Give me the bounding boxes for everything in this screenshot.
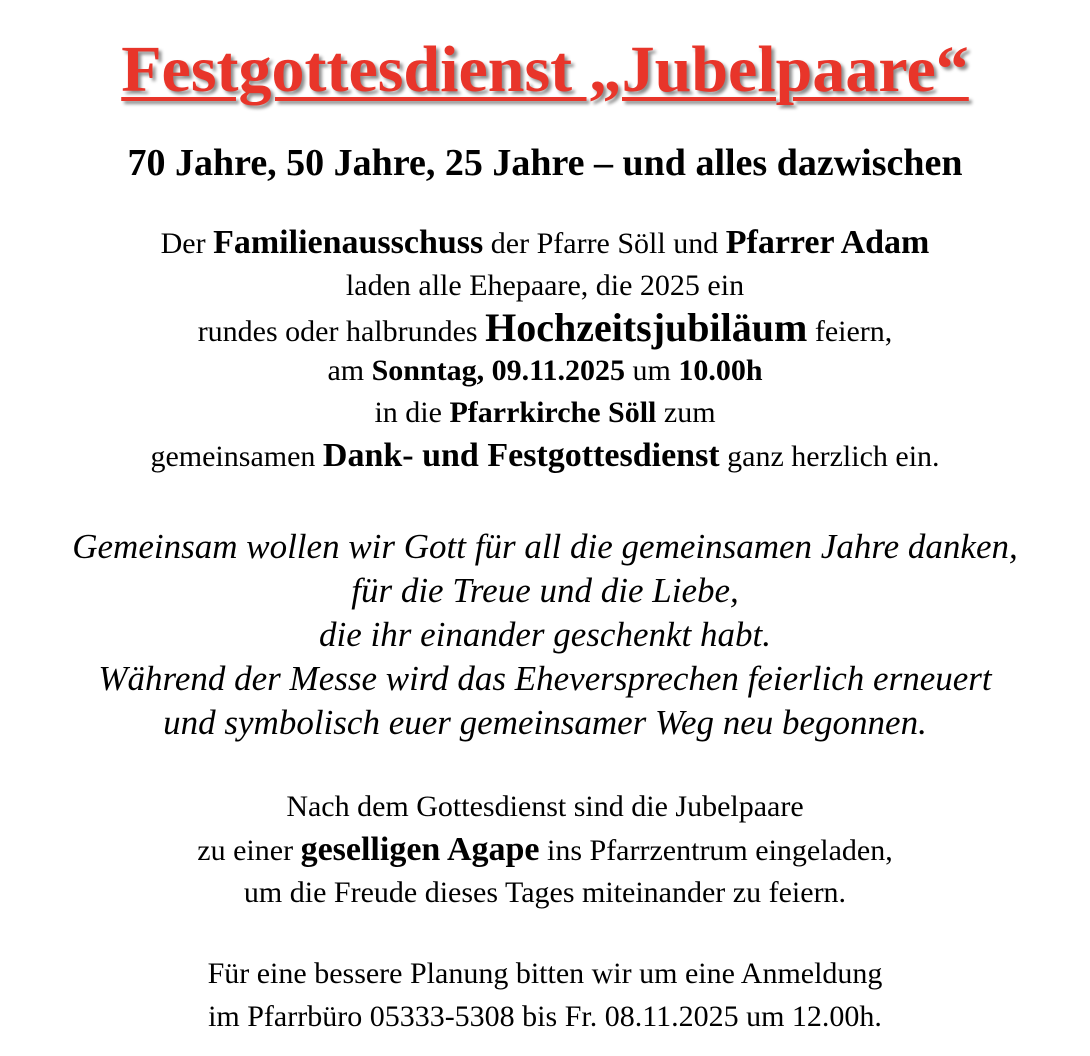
text-segment: ins Pfarrzentrum eingeladen, [539, 834, 893, 867]
prayer-line: Gemeinsam wollen wir Gott für all die gemeinsamen Jahre danken, [72, 527, 1018, 566]
prayer-line: für die Treue und die Liebe, [351, 571, 739, 610]
text-segment: zum [656, 396, 716, 429]
invitation-line [0, 435, 1090, 478]
event-location: Pfarrkirche Söll [449, 396, 657, 429]
invitation-line [0, 392, 1090, 435]
prayer-line: die ihr einander geschenkt habt. [319, 615, 771, 654]
text-segment: Der [160, 227, 214, 260]
agape-line [0, 828, 1090, 871]
invitation-line [0, 307, 1090, 350]
page-title: Festgottesdienst „Jubelpaare“ [121, 33, 969, 106]
text-segment: ganz herzlich ein. [719, 439, 940, 473]
text-segment: in die [374, 396, 450, 429]
jubilee-highlight: Hochzeitsjubiläum [485, 305, 808, 350]
text-segment: um [625, 353, 679, 387]
agape-line: Nach dem Gottesdienst sind die Jubelpaare [286, 790, 804, 823]
text-segment: zu einer [197, 834, 301, 867]
agape-highlight: geselligen Agape [300, 831, 540, 868]
text-segment: am [327, 353, 372, 387]
committee-name: Familienausschuss [213, 224, 484, 261]
agape-line: um die Freude dieses Tages miteinander zu feiern. [243, 876, 847, 909]
invitation-line: laden alle Ehepaare, die 2025 ein [345, 268, 745, 302]
invitation-line [0, 222, 1090, 265]
registration-line: im Pfarrbüro 05333-5308 bis Fr. 08.11.2025 um 12.00h. [208, 1000, 882, 1033]
invitation-paragraph [0, 222, 1090, 477]
text-segment: der Pfarre Söll und [483, 227, 726, 260]
registration-paragraph [0, 952, 1090, 1038]
event-date: Sonntag, 09.11.2025 [371, 353, 625, 387]
prayer-line: und symbolisch euer gemeinsamer Weg neu begonnen. [163, 703, 927, 742]
text-segment: rundes oder halbrundes [197, 315, 486, 348]
subtitle: 70 Jahre, 50 Jahre, 25 Jahre – und alles dazwischen [127, 142, 963, 184]
text-segment: feiern, [807, 315, 893, 348]
service-name: Dank- und Festgottesdienst [322, 436, 720, 474]
priest-name: Pfarrer Adam [725, 224, 930, 261]
registration-line: Für eine bessere Planung bitten wir um eine Anmeldung [207, 957, 883, 990]
prayer-line: Während der Messe wird das Eheversprechen feierlich erneuert [98, 659, 992, 698]
prayer-paragraph [0, 525, 1090, 745]
agape-paragraph [0, 785, 1090, 914]
event-time: 10.00h [678, 353, 763, 387]
invitation-line [0, 350, 1090, 393]
text-segment: gemeinsamen [150, 439, 323, 473]
